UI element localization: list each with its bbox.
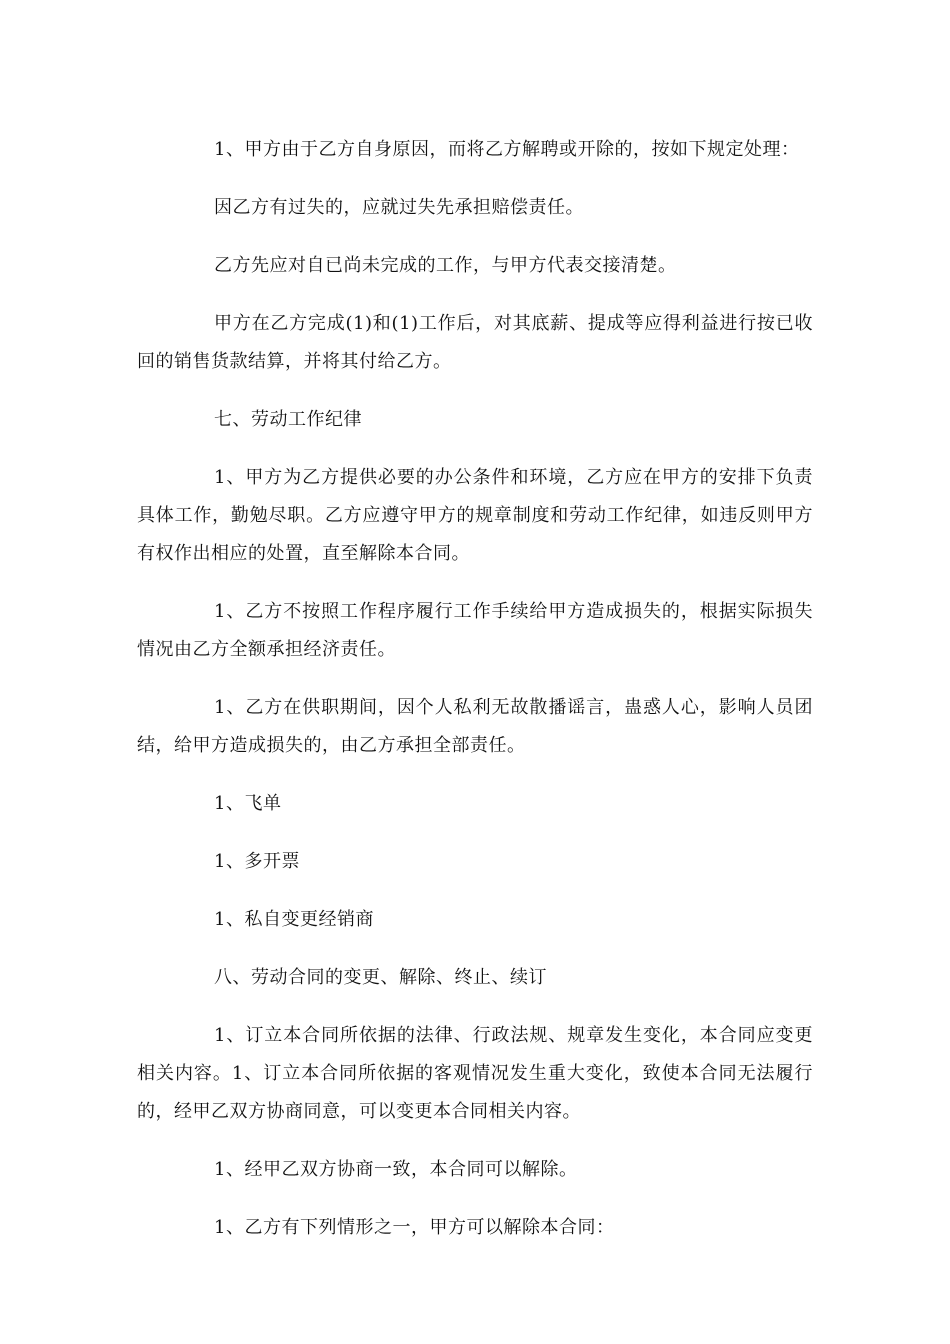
document-body [137,131,813,1267]
list-item-change-distributor: 1、私自变更经销商 [214,909,374,930]
paragraph-office-conditions: 1、甲方为乙方提供必要的办公条件和环境，乙方应在甲方的安排下负责具体工作，勤勉尽职。乙方应遵守甲方的规章制度和劳动工作纪律，如违反则甲方有权作出相应的处置，直至解除本合同。 [137,467,813,564]
paragraph-fault-compensation: 因乙方有过失的，应就过失先承担赔偿责任。 [214,197,584,218]
paragraph-rumors: 1、乙方在供职期间，因个人私利无故散播谣言，蛊惑人心，影响人员团结，给甲方造成损失的，由乙方承担全部责任。 [137,697,813,756]
paragraph-contract-amendment: 1、订立本合同所依据的法律、行政法规、规章发生变化，本合同应变更相关内容。1、订立本合同所依据的客观情况发生重大变化，致使本合同无法履行的，经甲乙双方协商同意，可以变更本合同相关内容。 [137,1025,813,1122]
paragraph-work-handover: 乙方先应对自已尚未完成的工作，与甲方代表交接清楚。 [214,255,677,276]
list-item-extra-invoice: 1、多开票 [214,851,300,872]
paragraph-procedure-losses: 1、乙方不按照工作程序履行工作手续给甲方造成损失的，根据实际损失情况由乙方全额承担经济责任。 [137,601,813,660]
paragraph-settlement: 甲方在乙方完成(1)和(1)工作后，对其底薪、提成等应得利益进行按已收回的销售货款结算，并将其付给乙方。 [137,313,813,372]
paragraph-termination-conditions: 1、乙方有下列情形之一，甲方可以解除本合同： [214,1217,615,1238]
paragraph-dismissal-rule: 1、甲方由于乙方自身原因，而将乙方解聘或开除的，按如下规定处理： [214,139,800,160]
list-item-flying-order: 1、飞单 [214,793,282,814]
section-heading-contract-change: 八、劳动合同的变更、解除、终止、续订 [214,967,547,988]
paragraph-mutual-termination: 1、经甲乙双方协商一致，本合同可以解除。 [214,1159,578,1180]
section-heading-discipline: 七、劳动工作纪律 [214,409,362,430]
